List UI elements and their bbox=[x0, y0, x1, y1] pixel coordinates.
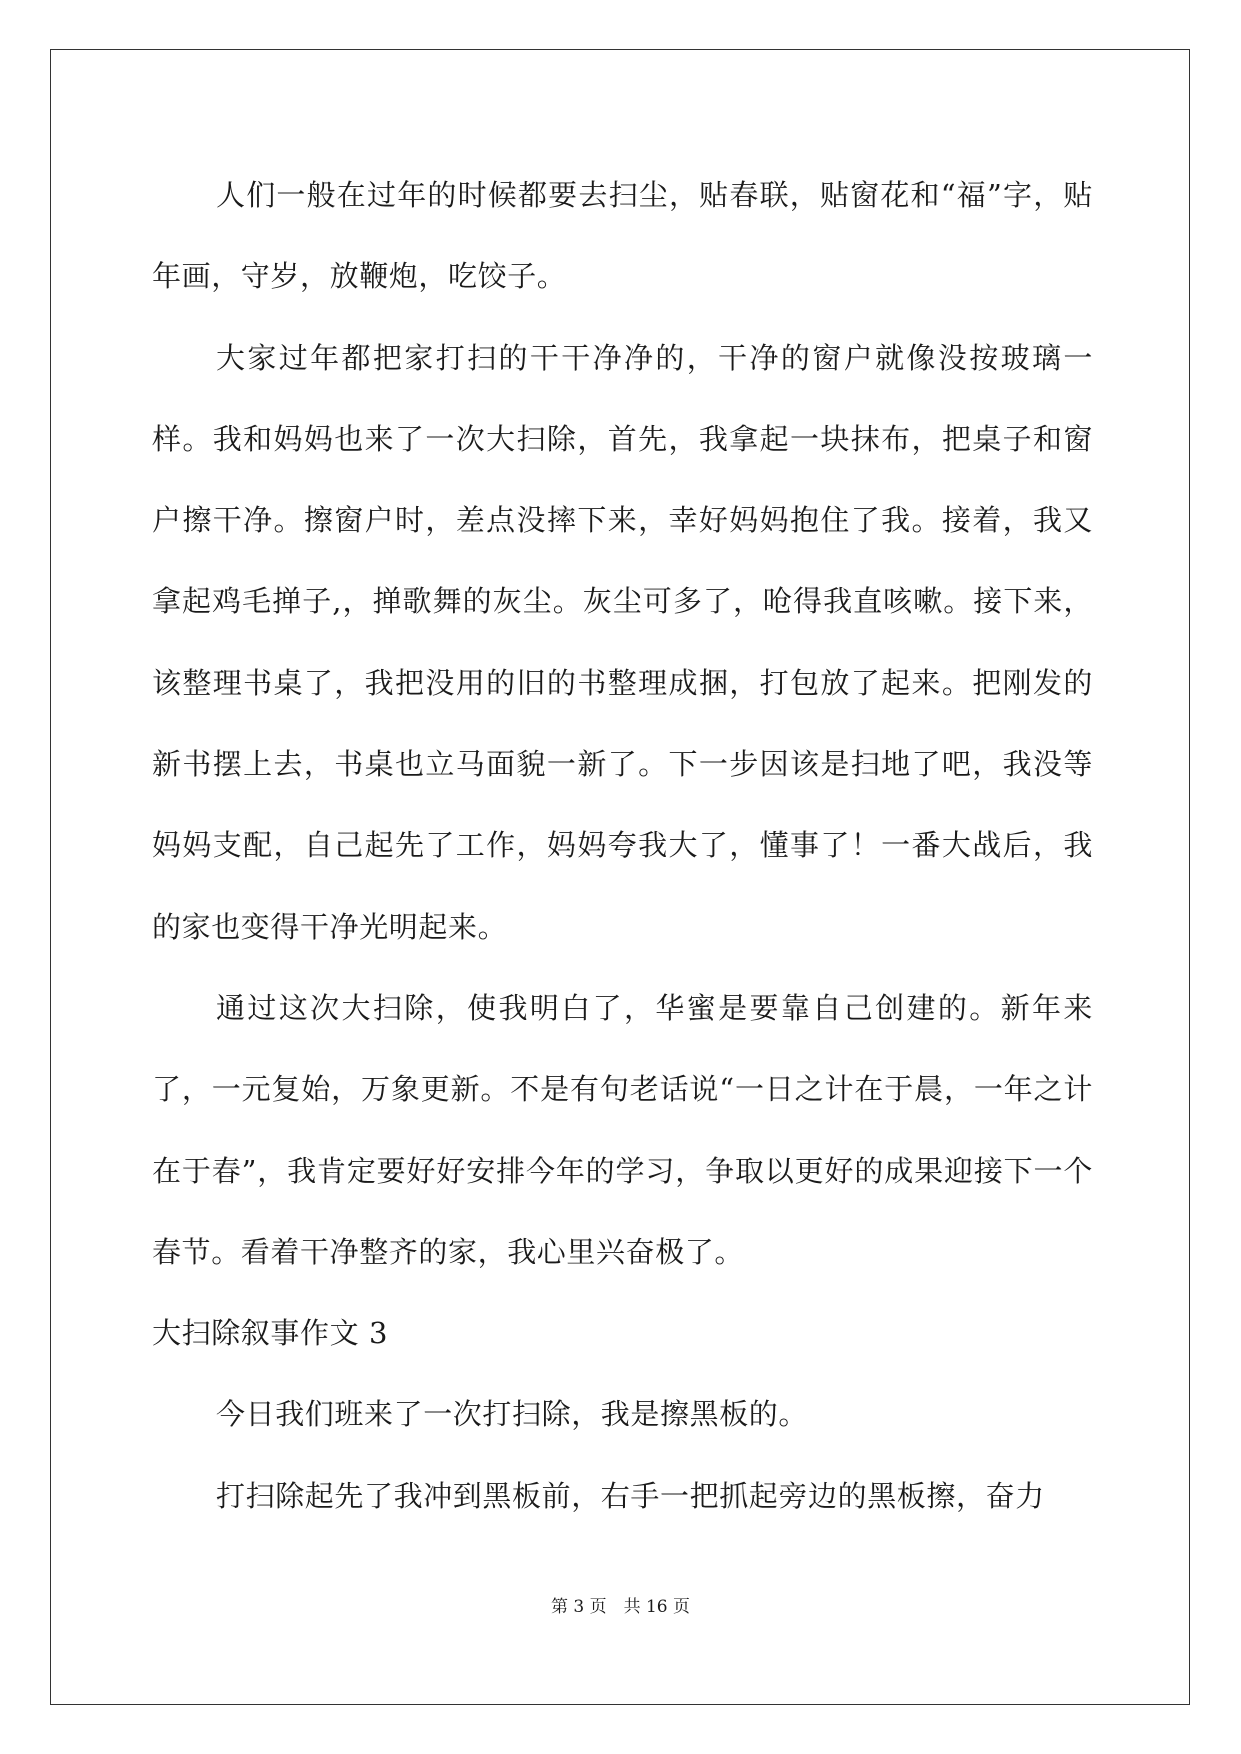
section-heading: 大扫除叙事作文 3 bbox=[152, 1316, 389, 1351]
paragraph: 大家过年都把家打扫的干干净净的，干净的窗户就像没按玻璃一样。我和妈妈也来了一次大扫除，首先，我拿起一块抹布，把桌子和窗户擦干净。擦窗户时，差点没摔下来，幸好妈妈抱住了我。接着，我又拿起鸡毛掸子,，掸歌舞的灰尘。灰尘可多了，呛得我直咳嗽。接下来，该整理书桌了，我把没用的旧的书整理成捆，打包放了起来。把刚发的新书摆上去，书桌也立马面貌一新了。下一步因该是扫地了吧，我没等妈妈支配，自己起先了工作，妈妈夸我大了，懂事了！一番大战后，我的家也变得干净光明起来。 bbox=[152, 340, 1093, 944]
paragraph: 打扫除起先了我冲到黑板前，右手一把抓起旁边的黑板擦，奋力 bbox=[216, 1478, 1045, 1513]
paragraph: 今日我们班来了一次打扫除，我是擦黑板的。 bbox=[216, 1397, 809, 1432]
page-number: 第 3 页 共 16 页 bbox=[550, 1597, 691, 1617]
paragraph: 通过这次大扫除，使我明白了，华蜜是要靠自己创建的。新年来了，一元复始，万象更新。不是有句老话说“一日之计在于晨，一年之计在于春”，我肯定要好好安排今年的学习，争取以更好的成果迎接下一个春节。看着干净整齐的家，我心里兴奋极了。 bbox=[152, 990, 1093, 1269]
document-body bbox=[152, 155, 1093, 1537]
paragraph: 人们一般在过年的时候都要去扫尘，贴春联，贴窗花和“福”字，贴年画，守岁，放鞭炮，吃饺子。 bbox=[152, 178, 1093, 294]
